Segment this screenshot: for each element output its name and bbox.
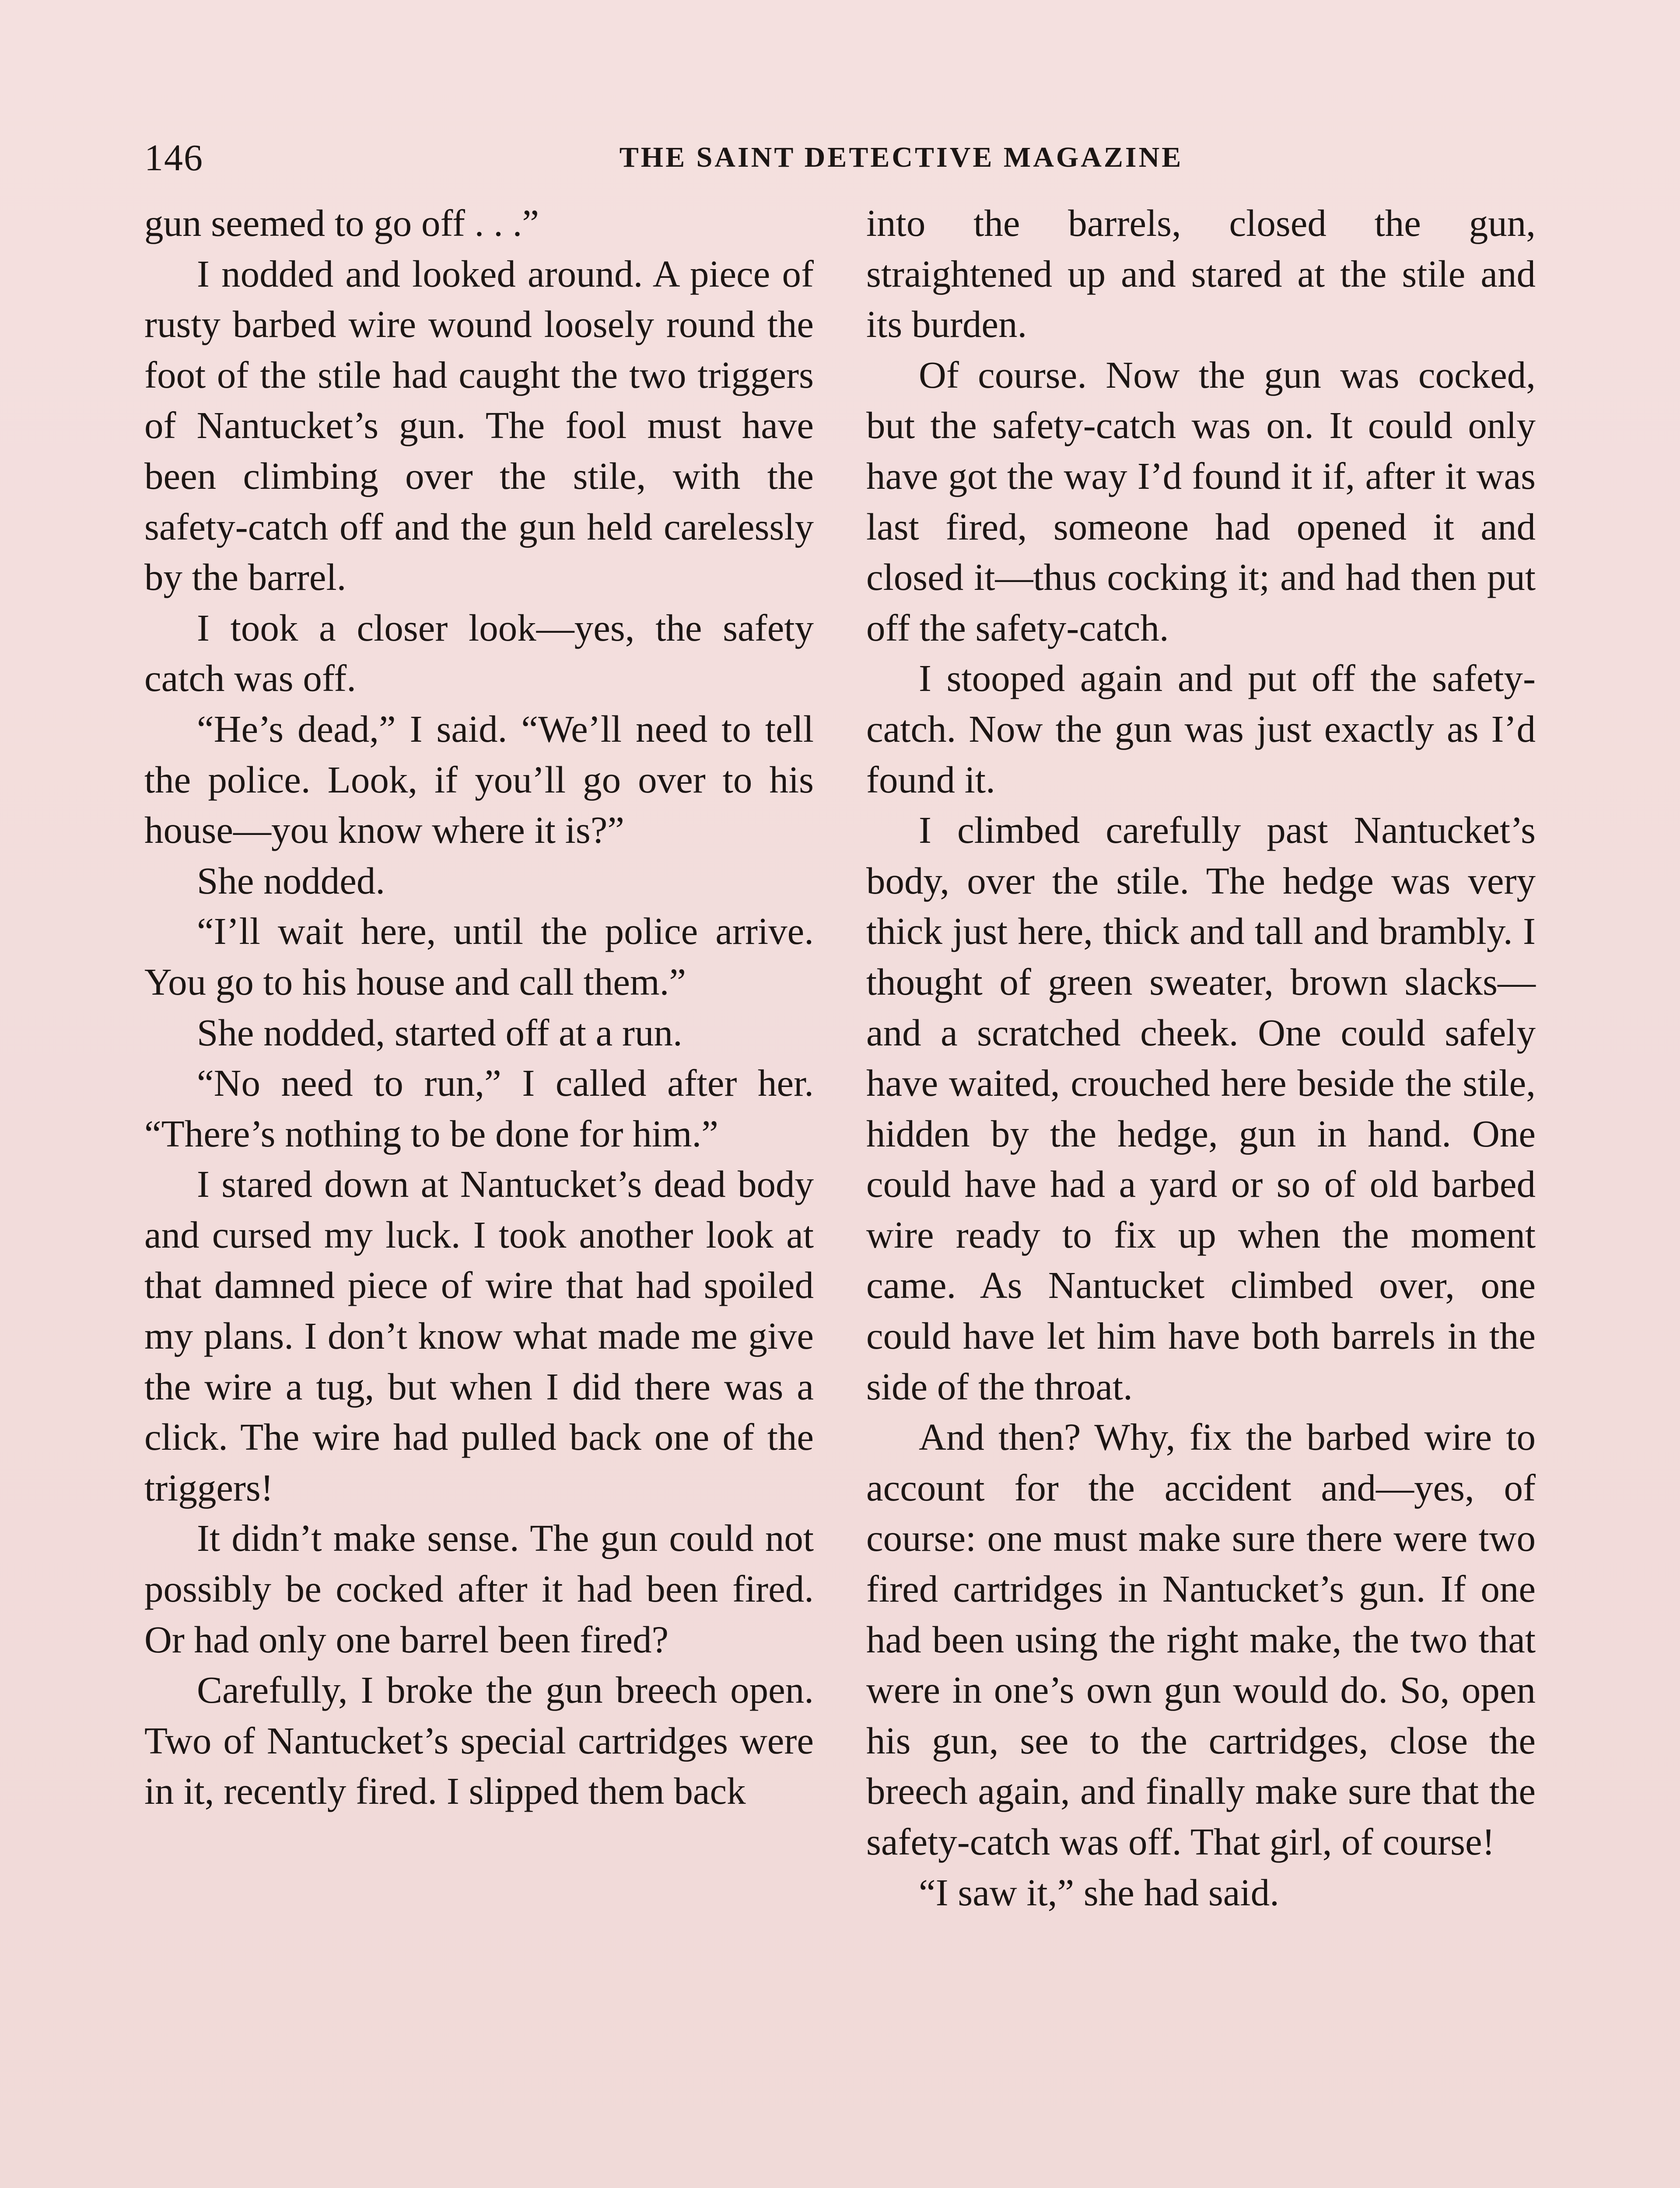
- paragraph: I climbed carefully past Nantucket’s body, over the stile. The hedge was very thick just here, thick and tall and brambly. I thought of green sweater, brown slacks—and a scratched cheek. One could safely have waited, crouched here beside the stile, hidden by the hedge, gun in hand. One could have had a yard or so of old barbed wire ready to fix up when the moment came. As Nantucket climbed over, one could have let him have both barrels in the side of the throat.: [866, 809, 1536, 1408]
- paragraph: And then? Why, fix the barbed wire to account for the accident and—yes, of course: one must make sure there were two fired cartridges in Nantucket’s gun. If one had been using the right make, the two that were in one’s own gun would do. So, open his gun, see to the cartridges, close the breech again, and finally make sure that the safety-catch was off. That girl, of course!: [866, 1416, 1536, 1863]
- paragraph: into the barrels, closed the gun, straightened up and stared at the stile and its burden.: [866, 202, 1536, 346]
- paragraph: She nodded, started off at a run.: [197, 1011, 682, 1054]
- paragraph: “He’s dead,” I said. “We’ll need to tell the police. Look, if you’ll go over to his house—you know where it is?”: [144, 707, 814, 852]
- paragraph: It didn’t make sense. The gun could not possibly be cocked after it had been fired. Or had only one barrel been fired?: [144, 1517, 814, 1661]
- paragraph: “I’ll wait here, until the police arrive. You go to his house and call them.”: [144, 910, 814, 1003]
- page-header: [144, 131, 1544, 184]
- paragraph: I stared down at Nantucket’s dead body and cursed my luck. I took another look at that damned piece of wire that had spoiled my plans. I don’t know what made me give the wire a tug, but when I did there was a click. The wire had pulled back one of the triggers!: [144, 1163, 814, 1509]
- paragraph: Of course. Now the gun was cocked, but the safety-catch was on. It could only have got the way I’d found it if, after it was last fired, someone had opened it and closed it—thus cocking it; and had then put off the safety-catch.: [866, 353, 1536, 649]
- page-number: 146: [144, 137, 203, 179]
- running-title: THE SAINT DETECTIVE MAGAZINE: [619, 141, 1183, 173]
- paragraph: I stooped again and put off the safety-catch. Now the gun was just exactly as I’d found it.: [866, 657, 1536, 801]
- paragraph: I took a closer look—yes, the safety catch was off.: [144, 606, 814, 700]
- left-column: [144, 198, 814, 1816]
- paragraph: gun seemed to go off . . .”: [144, 202, 539, 244]
- paragraph: She nodded.: [197, 859, 385, 902]
- paragraph: Carefully, I broke the gun breech open. Two of Nantucket’s special cartridges were in it, recently fired. I slipped them back: [144, 1669, 814, 1813]
- right-column: [866, 198, 1536, 1918]
- paragraph: “I saw it,” she had said.: [919, 1871, 1279, 1914]
- paragraph: I nodded and looked around. A piece of rusty barbed wire wound loosely round the foot of the stile had caught the two triggers of Nantucket’s gun. The fool must have been climbing over the stile, with the safety-catch off and the gun held carelessly by the barrel.: [144, 252, 814, 599]
- paragraph: “No need to run,” I called after her. “There’s nothing to be done for him.”: [144, 1062, 814, 1155]
